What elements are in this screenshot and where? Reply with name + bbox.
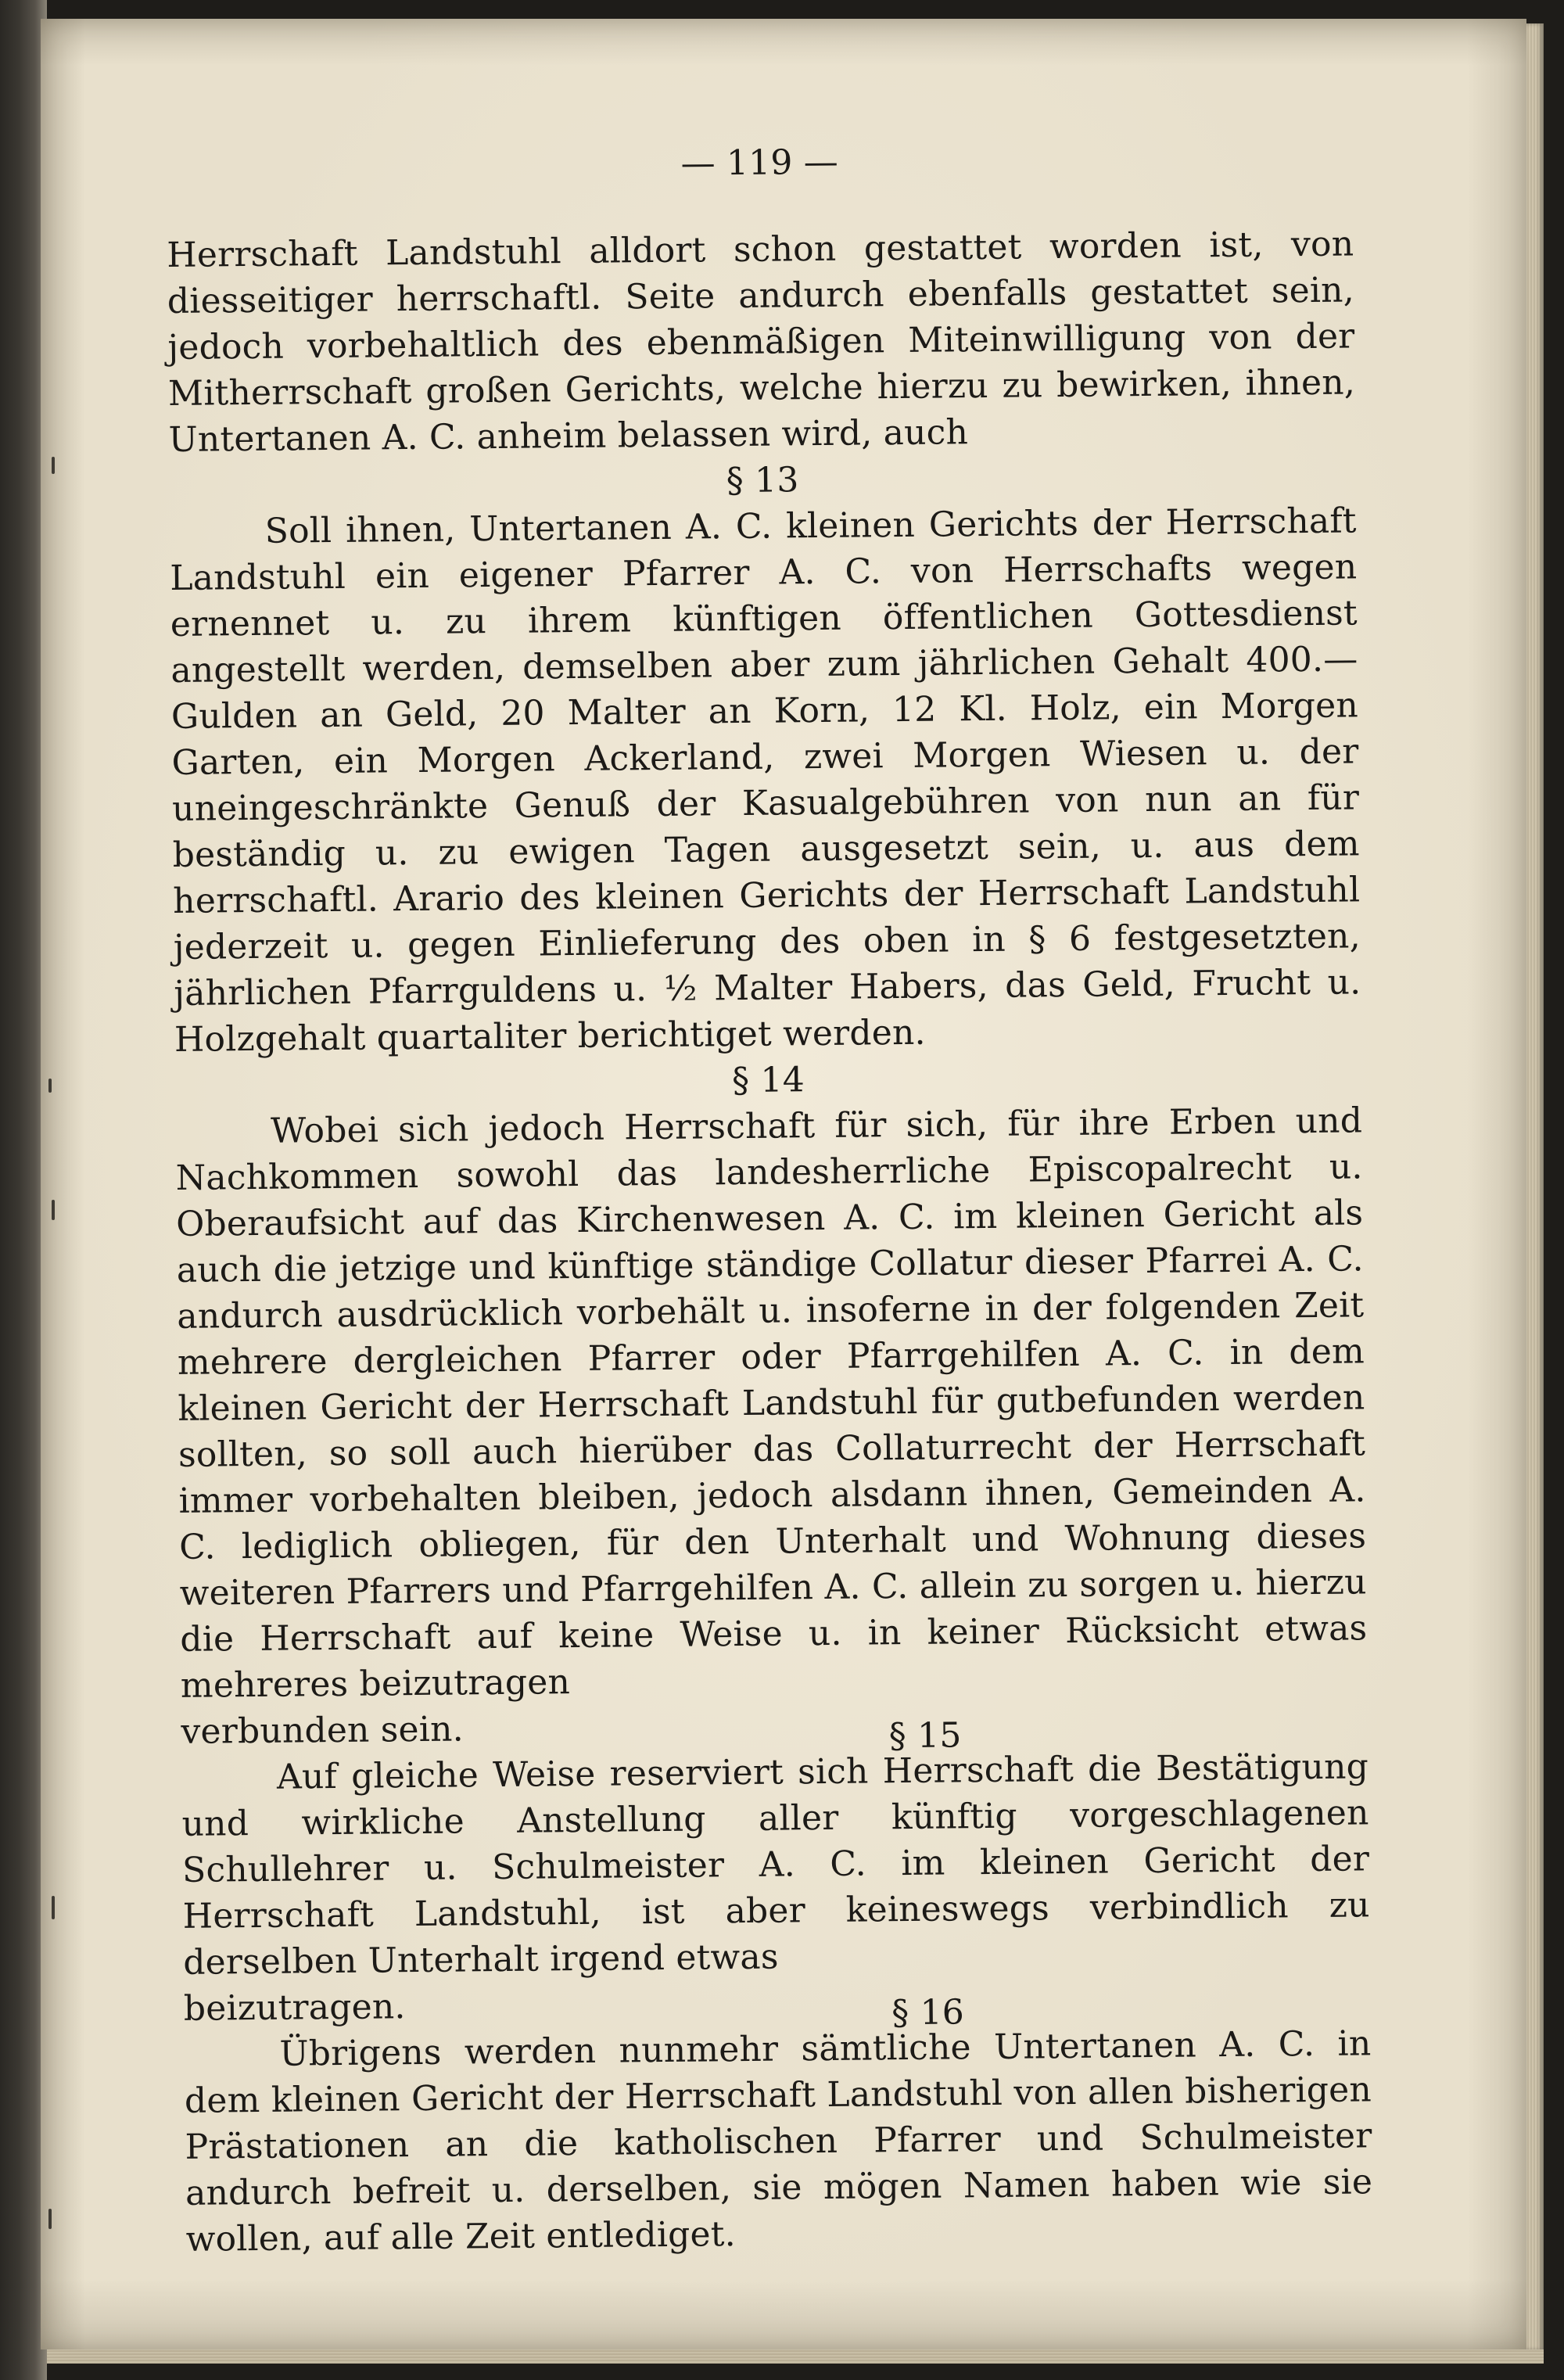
paragraph-section-16: Übrigens werden nunmehr sämtliche Untertanen A. C. in dem kleinen Gericht der Herrschaft Landstuhl von allen bisherigen Prästationen an die katholischen Pfarrer und Schulmeister andurch befreit u. derselben, sie mögen Namen haben wie sie wollen, auf alle Zeit entlediget. [184, 2023, 1373, 2260]
section-heading-16: § 16 [891, 1992, 965, 2034]
book-binding [0, 0, 47, 2380]
section-heading-13: § 13 [726, 460, 799, 501]
section-heading-14: § 14 [731, 1060, 805, 1101]
section-heading-15: § 15 [888, 1715, 962, 1757]
margin-mark [48, 2209, 52, 2229]
page-stack-edge [1526, 23, 1544, 2350]
paragraph-section-14: Wobei sich jedoch Herrschaft für sich, für ihre Erben und Nachkommen sowohl das landesherrliche Episcopalrecht u. Oberaufsicht auf das Kirchenwesen A. C. im kleinen Gericht als auch die jetzige und künftige ständige Collatur dieser Pfarrei A. C. andurch ausdrücklich vorbehält u. insoferne in der folgenden Zeit mehrere dergleichen Pfarrer oder Pfarrgehilfen A. C. in dem kleinen Gericht der Herrschaft Landstuhl für gutbefunden werden sollten, so soll auch hierüber das Collaturrecht der Herrschaft immer vorbehalten bleiben, jedoch alsdann ihnen, Gemeinden A. C. lediglich obliegen, für den Unterhalt und Wohnung dieses weiteren Pfarrers und Pfarrgehilfen A. C. allein zu sorgen u. hierzu die Herrschaft auf keine Weise u. in keiner Rücksicht etwas mehreres beizutragen [175, 1100, 1368, 1706]
margin-mark [52, 457, 55, 474]
page-stack-bottom-edge [47, 2349, 1544, 2364]
margin-mark [52, 1896, 55, 1919]
paragraph-end-text: beizutragen. [183, 1987, 406, 2029]
margin-mark [52, 1200, 55, 1220]
paragraph-end-text: verbunden sein. [181, 1709, 465, 1752]
paragraph-continuation: Herrschaft Landstuhl alldort schon gestattet worden ist, von diesseitiger herrschaftl. Seite andurch ebenfalls gestattet sein, jedoch vorbehaltlich des ebenmäßigen Miteinwilligung von der Mitherrschaft großen Gerichts, welche hierzu zu bewirken, ihnen, Untertanen A. C. anheim belassen wird, auch [167, 224, 1356, 460]
paragraph-section-13: Soll ihnen, Untertanen A. C. kleinen Gerichts der Herrschaft Landstuhl ein eigener Pfarrer A. C. von Herrschafts wegen ernennet u. zu ihrem künftigen öffentlichen Gottesdienst angestellt werden, demselben aber zum jährlichen Gehalt 400.— Gulden an Geld, 20 Malter an Korn, 12 Kl. Holz, ein Morgen Garten, ein Morgen Ackerland, zwei Morgen Wiesen u. der uneingeschränkte Genuß der Kasualgebühren von nun an für beständig u. zu ewigen Tagen ausgesetzt sein, u. aus dem herrschaftl. Arario des kleinen Gerichts der Herrschaft Landstuhl jederzeit u. gegen Einlieferung des oben in § 6 festgesetzten, jährlichen Pfarrguldens u. ½ Malter Habers, das Geld, Frucht u. Holzgehalt quartaliter berichtiget werden. [170, 501, 1361, 1060]
page-number: — 119 — [680, 142, 839, 184]
paragraph-section-15: Auf gleiche Weise reserviert sich Herrschaft die Bestätigung und wirkliche Anstellung aller künftig vorgeschlagenen Schullehrer u. Schulmeister A. C. im kleinen Gericht der Herrschaft Landstuhl, ist aber keineswegs verbindlich zu derselben Unterhalt irgend etwas [181, 1746, 1370, 1983]
page-text [166, 134, 1373, 2262]
margin-mark [48, 1079, 52, 1093]
